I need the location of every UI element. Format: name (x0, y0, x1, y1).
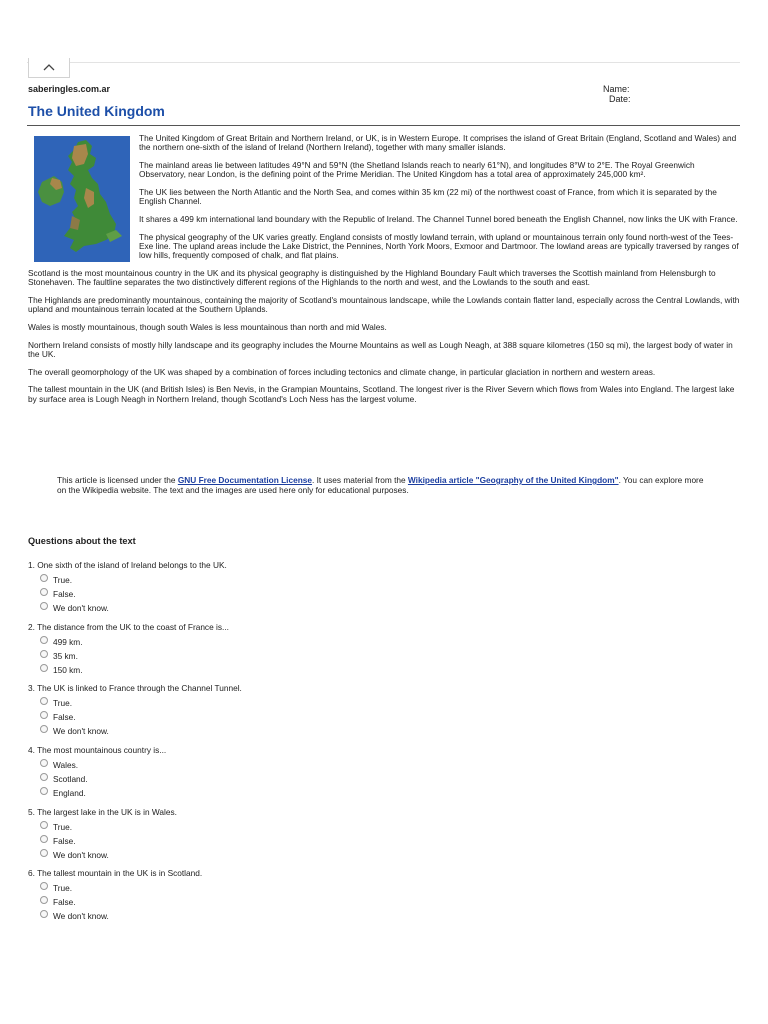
question-3 (28, 683, 242, 738)
answer-option[interactable] (28, 602, 227, 616)
option-label: 35 km. (53, 650, 78, 661)
question-text: 3. The UK is linked to France through the Channel Tunnel. (28, 683, 242, 693)
uk-relief-map-icon (34, 136, 130, 262)
answer-option[interactable] (28, 835, 177, 849)
option-label: England. (53, 787, 86, 798)
radio-button[interactable] (40, 910, 48, 918)
question-text: 1. One sixth of the island of Ireland belongs to the UK. (28, 560, 227, 570)
article-paragraph: The UK lies between the North Atlantic and the North Sea, and comes within 35 km (22 mi) of the northwest coast of France, from which it is separated by the English Channel. (139, 187, 717, 207)
answer-option[interactable] (28, 588, 227, 602)
radio-button[interactable] (40, 773, 48, 781)
license-suffix: . You can explore more on the Wikipedia website. The text and the images are used here only for educational purposes. (57, 475, 704, 495)
option-label: False. (53, 588, 76, 599)
option-label: Wales. (53, 760, 79, 770)
question-text: 2. The distance from the UK to the coast of France is... (28, 622, 229, 632)
site-name: saberingles.com.ar (28, 84, 111, 94)
article-paragraph: The physical geography of the UK varies greatly. England consists of mostly lowland terrain, with upland or mountainous terrain only found north-west of the Tees-Exe line. The upland areas include the Lake District, the Pennines, North York Moors, Exmoor and Dartmoor. The lowland areas are typically traversed by ranges of low hills, frequently composed of chalk, and flat plains. (139, 231, 739, 261)
wikipedia-article-link[interactable]: Wikipedia article "Geography of the United Kingdom" (407, 475, 619, 485)
name-date-block (603, 84, 631, 104)
answer-option[interactable] (28, 650, 229, 664)
option-label: We don't know. (53, 910, 109, 921)
answer-option[interactable] (28, 636, 229, 650)
radio-button[interactable] (40, 711, 48, 719)
date-label: Date: (609, 94, 631, 104)
question-text: 4. The most mountainous country is... (28, 745, 167, 755)
option-label: True. (53, 883, 73, 893)
article-body (28, 134, 740, 412)
article-paragraph: It shares a 499 km international land boundary with the Republic of Ireland. The Channel Tunnel bored beneath the English Channel, now links the UK with France. (139, 214, 738, 224)
answer-option[interactable] (28, 910, 202, 924)
chevron-up-icon (43, 63, 55, 71)
article-paragraph: Scotland is the most mountainous country in the UK and its physical geography is distinguished by the Highland Boundary Fault which traverses the Scottish mainland from Helensburgh to Stonehaven. The faultline separates the two distinctively different regions of the Highlands to the north and west, and the Lowlands to the south and east. (28, 268, 716, 288)
license-note (57, 476, 707, 496)
option-label: 150 km. (53, 664, 83, 675)
answer-option[interactable] (28, 574, 227, 588)
option-label: 499 km. (53, 637, 83, 647)
radio-button[interactable] (40, 697, 48, 705)
option-label: True. (53, 575, 73, 585)
answer-option[interactable] (28, 821, 177, 835)
gnu-license-link[interactable]: GNU Free Documentation License (177, 475, 312, 485)
question-2 (28, 622, 229, 677)
top-divider (27, 62, 740, 63)
title-rule (27, 125, 740, 126)
radio-button[interactable] (40, 636, 48, 644)
article-paragraph: The tallest mountain in the UK (and British Isles) is Ben Nevis, in the Grampian Mountains, Scotland. The longest river is the River Severn which flows from Wales into England. The largest lake by surface area is Lough Neagh in Northern Ireland, though Scotland's Loch Ness has the largest volume. (28, 384, 735, 404)
article-paragraph: The mainland areas lie between latitudes 49°N and 59°N (the Shetland Islands reach to nearly 61°N), and longitudes 8°W to 2°E. The Royal Greenwich Observatory, near London, is the defining point of the Prime Meridian. The United Kingdom has a total area of approximately 245,000 km². (139, 160, 695, 180)
option-label: True. (53, 822, 73, 832)
answer-option[interactable] (28, 711, 242, 725)
radio-button[interactable] (40, 787, 48, 795)
option-label: True. (53, 698, 73, 708)
question-text: 6. The tallest mountain in the UK is in Scotland. (28, 868, 203, 878)
answer-option[interactable] (28, 697, 242, 711)
option-label: We don't know. (53, 849, 109, 860)
radio-button[interactable] (40, 821, 48, 829)
question-text: 5. The largest lake in the UK is in Wales. (28, 807, 177, 817)
page-title: The United Kingdom (28, 103, 165, 119)
questions-heading: Questions about the text (28, 536, 136, 546)
article-paragraph: Northern Ireland consists of mostly hilly landscape and its geography includes the Mourne Mountains as well as Lough Neagh, at 388 square kilometres (150 sq mi), the largest body of water in the UK. (28, 339, 733, 359)
radio-button[interactable] (40, 896, 48, 904)
option-label: We don't know. (53, 725, 109, 736)
radio-button[interactable] (40, 574, 48, 582)
radio-button[interactable] (40, 759, 48, 767)
question-6 (28, 868, 202, 923)
option-label: False. (53, 896, 76, 907)
answer-option[interactable] (28, 759, 166, 773)
option-label: Scotland. (53, 773, 88, 784)
name-label: Name: (603, 84, 630, 94)
question-4 (28, 745, 166, 800)
answer-option[interactable] (28, 787, 166, 801)
license-middle: . It uses material from the (312, 475, 408, 485)
license-prefix: This article is licensed under the (57, 475, 178, 485)
question-1 (28, 560, 227, 615)
option-label: We don't know. (53, 602, 109, 613)
radio-button[interactable] (40, 602, 48, 610)
answer-option[interactable] (28, 849, 177, 863)
answer-option[interactable] (28, 882, 202, 896)
answer-option[interactable] (28, 725, 242, 739)
article-paragraph: The United Kingdom of Great Britain and Northern Ireland, or UK, is in Western Europe. It comprises the island of Great Britain (England, Scotland and Wales) and the northern one-sixth of the island of Ireland (Northern Ireland), together with many smaller islands. (139, 133, 737, 153)
answer-option[interactable] (28, 773, 166, 787)
radio-button[interactable] (40, 849, 48, 857)
radio-button[interactable] (40, 725, 48, 733)
collapse-button[interactable] (28, 58, 70, 78)
option-label: False. (53, 711, 76, 722)
article-paragraph: The Highlands are predominantly mountainous, containing the majority of Scotland's mountainous landscape, while the Lowlands contain flatter land, especially across the Central Lowlands, with upland and mountainous terrain located at the Southern Uplands. (28, 295, 740, 315)
article-paragraph: The overall geomorphology of the UK was shaped by a combination of forces including tectonics and climate change, in particular glaciation in northern and western areas. (28, 366, 656, 377)
question-5 (28, 807, 177, 862)
answer-option[interactable] (28, 896, 202, 910)
radio-button[interactable] (40, 588, 48, 596)
radio-button[interactable] (40, 650, 48, 658)
answer-option[interactable] (28, 664, 229, 678)
radio-button[interactable] (40, 882, 48, 890)
article-paragraph: Wales is mostly mountainous, though south Wales is less mountainous than north and mid Wales. (28, 322, 387, 332)
radio-button[interactable] (40, 664, 48, 672)
radio-button[interactable] (40, 835, 48, 843)
option-label: False. (53, 835, 76, 846)
